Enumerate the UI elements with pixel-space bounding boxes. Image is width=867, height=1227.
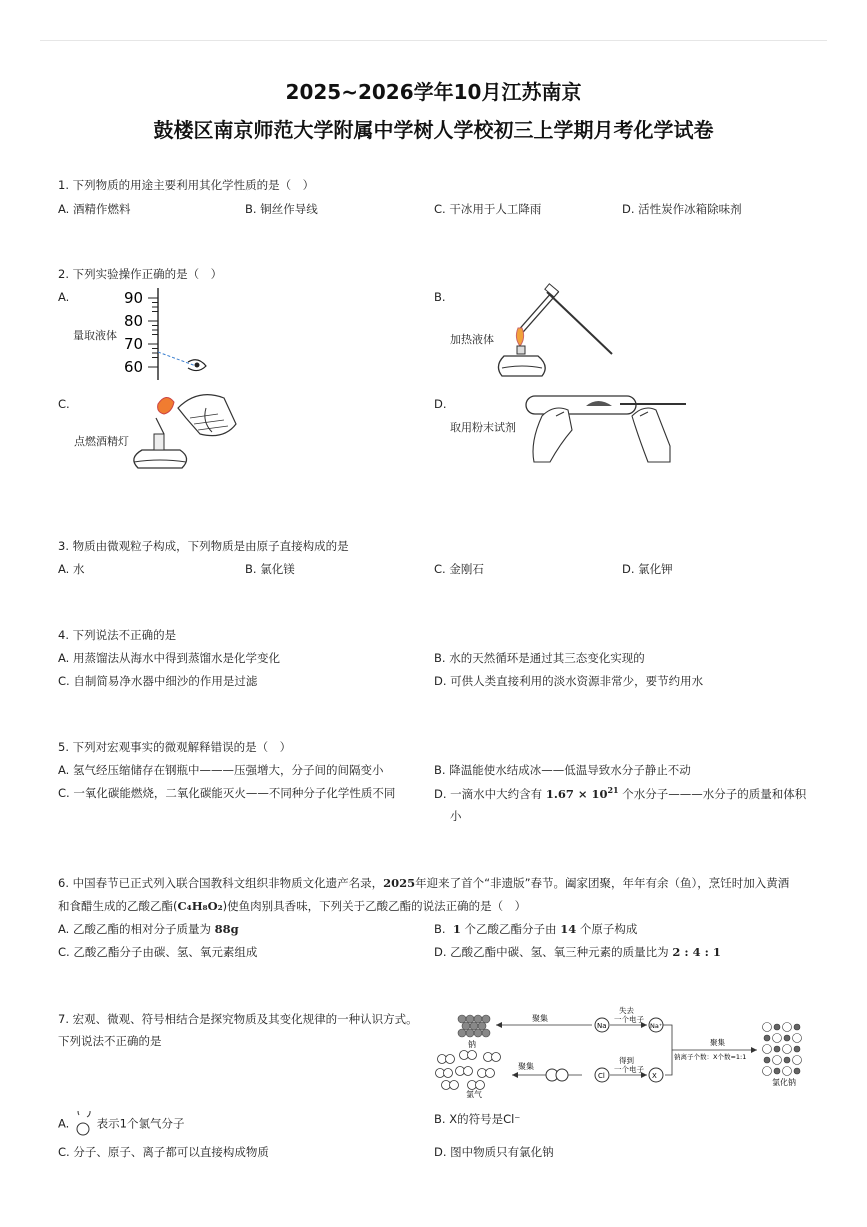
svg-text:钠: 钠	[468, 1040, 476, 1049]
chlorine-molecule-icon	[75, 1111, 93, 1137]
q1-option-a[interactable]: A. 酒精作燃料	[58, 202, 131, 216]
q3-option-b[interactable]: B. 氯化镁	[245, 562, 295, 576]
q7-option-b[interactable]: B. X的符号是Cl⁻	[434, 1112, 521, 1126]
q3-option-a[interactable]: A. 水	[58, 562, 85, 576]
q6-year: 2025	[383, 876, 416, 890]
q1-stem: 1. 下列物质的用途主要利用其化学性质的是（ ）	[58, 178, 315, 192]
q7-option-d[interactable]: D. 图中物质只有氯化钠	[434, 1145, 554, 1159]
q4-option-b[interactable]: B. 水的天然循环是通过其三态变化实现的	[434, 651, 645, 665]
nacl-formation-diagram	[432, 1003, 810, 1098]
scale-label-60: 60	[124, 358, 144, 376]
q5-option-d[interactable]	[434, 785, 806, 802]
scale-label-70: 70	[124, 335, 144, 353]
graduated-cylinder-figure	[118, 286, 218, 382]
svg-text:得到: 得到	[619, 1056, 634, 1065]
page-title-line1: 2025~2026学年10月江苏南京	[285, 80, 582, 104]
q4-stem: 4. 下列说法不正确的是	[58, 628, 177, 642]
q6-formula: C₄H₈O₂	[177, 899, 223, 913]
q2-option-a-letter[interactable]: A.	[58, 290, 70, 304]
powder-tube-figure	[520, 386, 690, 464]
q5-option-d-wrap: 小	[450, 809, 462, 823]
q2-a-label: 量取液体	[73, 329, 117, 342]
heating-liquid-figure	[492, 282, 622, 392]
q5-stem: 5. 下列对宏观事实的微观解释错误的是（ ）	[58, 740, 292, 754]
svg-text:一个电子: 一个电子	[614, 1065, 644, 1074]
q7-stem-line1: 7. 宏观、微观、符号相结合是探究物质及其变化规律的一种认识方式。	[58, 1012, 418, 1026]
svg-text:Cl: Cl	[598, 1072, 605, 1080]
q1-option-c[interactable]: C. 干冰用于人工降雨	[434, 202, 542, 216]
svg-text:失去: 失去	[619, 1006, 634, 1015]
q4-option-a[interactable]: A. 用蒸馏法从海水中得到蒸馏水是化学变化	[58, 651, 280, 665]
q6-option-b[interactable]: B. 1 个乙酸乙酯分子由 14 个原子构成	[434, 922, 638, 936]
q2-c-label: 点燃酒精灯	[74, 435, 129, 448]
q4-option-c[interactable]: C. 自制简易净水器中细沙的作用是过滤	[58, 674, 258, 688]
q7-option-c[interactable]: C. 分子、原子、离子都可以直接构成物质	[58, 1145, 269, 1159]
svg-text:Na⁺: Na⁺	[650, 1022, 663, 1030]
svg-text:X: X	[652, 1072, 657, 1080]
q6-option-c[interactable]: C. 乙酸乙酯分子由碳、氢、氧元素组成	[58, 945, 258, 959]
svg-text:氯化钠: 氯化钠	[772, 1078, 796, 1087]
q1-option-d[interactable]: D. 活性炭作冰箱除味剂	[622, 202, 742, 216]
scale-label-90: 90	[124, 289, 144, 307]
q7-a-text: 表示1个氯气分子	[96, 1116, 185, 1131]
q5-d-exponent: 21	[607, 785, 619, 795]
header-rule	[40, 40, 827, 41]
q7-stem-line2: 下列说法不正确的是	[58, 1034, 162, 1048]
q5-option-b[interactable]: B. 降温能使水结成冰——低温导致水分子静止不动	[434, 763, 691, 777]
q5-option-c[interactable]: C. 一氧化碳能燃烧，二氧化碳能灭火——不同种分子化学性质不同	[58, 786, 396, 800]
q2-d-label: 取用粉末试剂	[450, 421, 516, 434]
svg-text:钠离子个数：X个数=1:1: 钠离子个数：X个数=1:1	[674, 1053, 747, 1061]
q7-a-letter: A.	[58, 1116, 70, 1131]
svg-text:氯气: 氯气	[466, 1090, 482, 1098]
lighting-lamp-figure	[128, 388, 243, 488]
svg-text:聚集: 聚集	[710, 1038, 725, 1047]
q5-d-post: 个水分子———水分子的质量和体积	[622, 786, 807, 801]
q3-option-d[interactable]: D. 氯化钾	[622, 562, 673, 576]
q3-stem: 3. 物质由微观粒子构成，下列物质是由原子直接构成的是	[58, 539, 349, 553]
svg-text:聚集: 聚集	[518, 1062, 534, 1071]
q6-option-d[interactable]: D. 乙酸乙酯中碳、氢、氧三种元素的质量比为 2 : 4 : 1	[434, 945, 721, 959]
svg-text:Na: Na	[597, 1022, 607, 1030]
page-title-line2: 鼓楼区南京师范大学附属中学树人学校初三上学期月考化学试卷	[153, 118, 714, 142]
scale-label-80: 80	[124, 312, 144, 330]
q2-option-d-letter[interactable]: D.	[434, 397, 447, 411]
svg-text:聚集: 聚集	[532, 1014, 548, 1023]
q2-b-label: 加热液体	[450, 333, 494, 346]
q2-stem: 2. 下列实验操作正确的是（ ）	[58, 267, 223, 281]
q7-option-a[interactable]	[58, 1111, 184, 1137]
q1-option-b[interactable]: B. 铜丝作导线	[245, 202, 318, 216]
q5-d-pre: D. 一滴水中大约含有	[434, 786, 543, 801]
q4-option-d[interactable]: D. 可供人类直接利用的淡水资源非常少，要节约用水	[434, 674, 704, 688]
q2-option-b-letter[interactable]: B.	[434, 290, 446, 304]
q6-stem-line2: 和食醋生成的乙酸乙酯(C₄H₈O₂)使鱼肉别具香味，下列关于乙酸乙酯的说法正确的是（ ）	[58, 899, 527, 913]
q6-option-a[interactable]: A. 乙酸乙酯的相对分子质量为 88g	[58, 922, 239, 936]
q6-stem-line1: 6. 中国春节已正式列入联合国教科文组织非物质文化遗产名录，2025年迎来了首个“非遗版”春节。阖家团聚，年年有余（鱼），烹饪时加入黄酒	[58, 876, 790, 890]
q2-option-c-letter[interactable]: C.	[58, 397, 70, 411]
q5-d-number: 1.67 × 10	[545, 786, 608, 801]
q3-option-c[interactable]: C. 金刚石	[434, 562, 484, 576]
q5-option-a[interactable]: A. 氢气经压缩储存在钢瓶中———压强增大，分子间的间隔变小	[58, 763, 384, 777]
svg-text:一个电子: 一个电子	[614, 1015, 644, 1024]
